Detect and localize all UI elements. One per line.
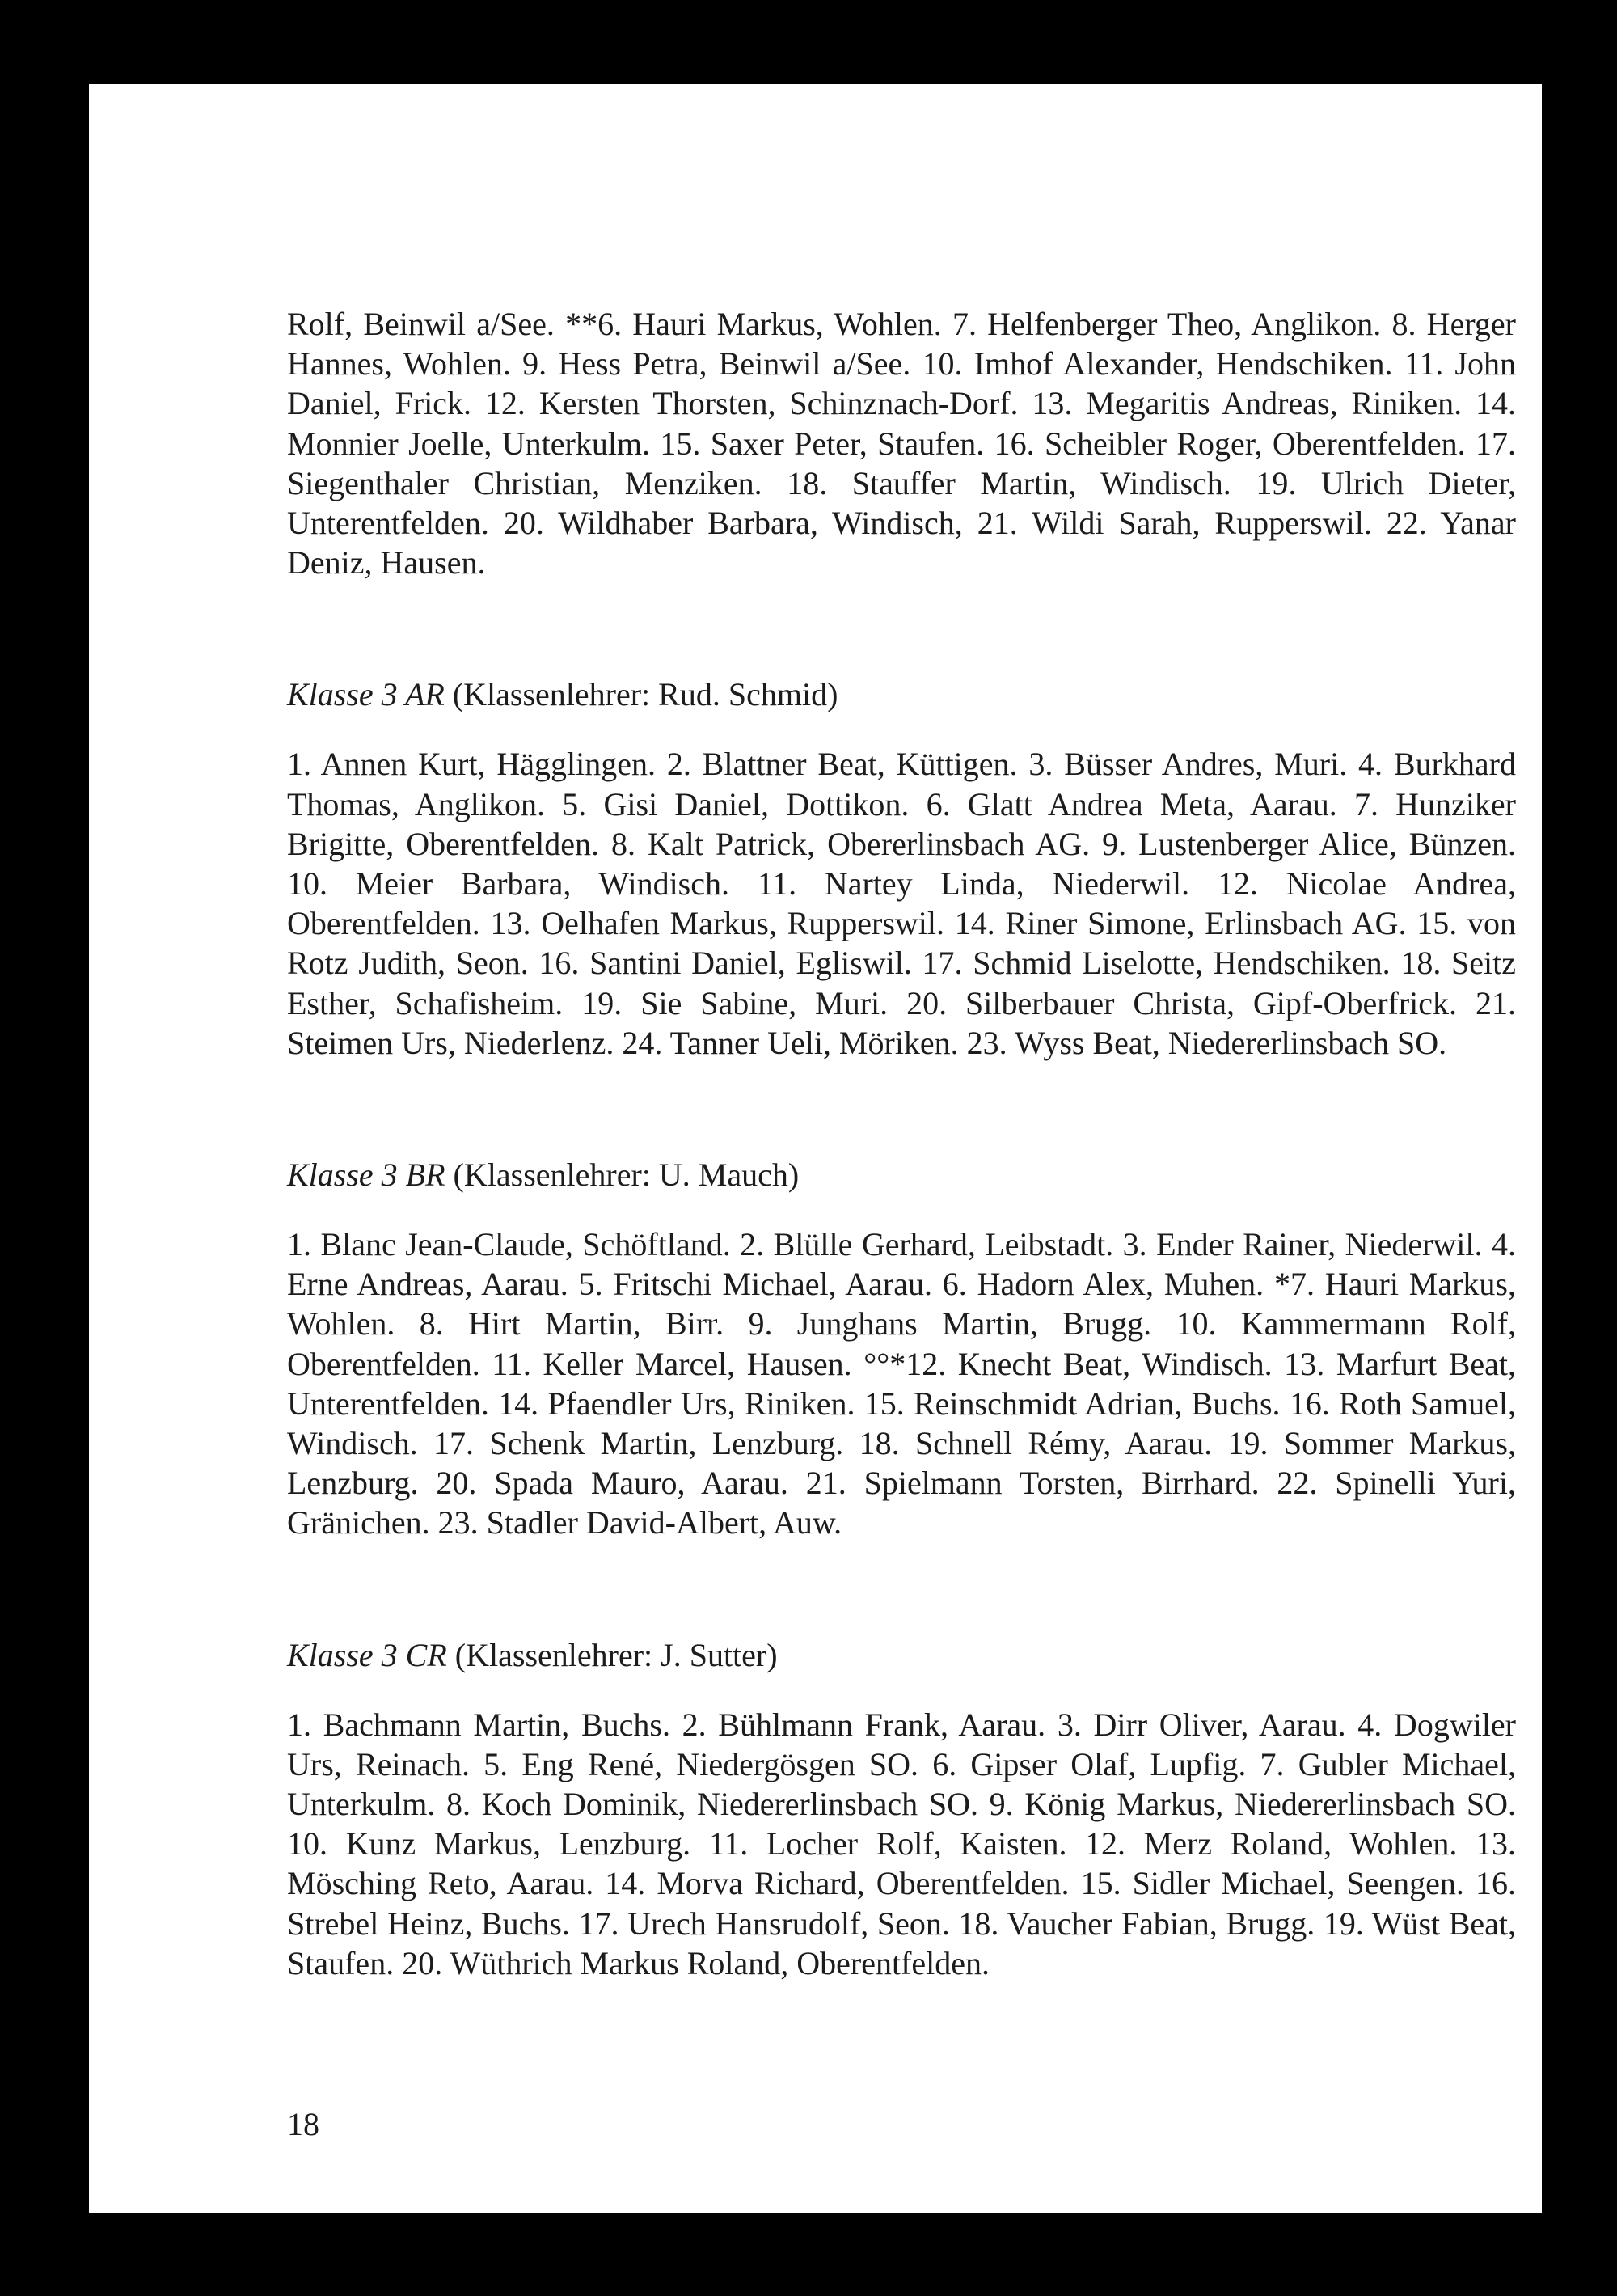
class-students-3br: 1. Blanc Jean-Claude, Schöftland. 2. Blülle Gerhard, Leibstadt. 3. Ender Rainer, Niederwil. 4. Erne Andreas, Aarau. 5. Fritschi Michael, Aarau. 6. Hadorn Alex, Muhen. *7. Hauri Markus, Wohlen. 8. Hirt Martin, Birr. 9. Junghans Martin, Brugg. 10. Kammermann Rolf, Oberentfelden. 11. Keller Marcel, Hausen. °°*12. Knecht Beat, Windisch. 13. Marfurt Beat, Unterentfelden. 14. Pfaendler Urs, Riniken. 15. Reinschmidt Adrian, Buchs. 16. Roth Samuel, Windisch. 17. Schenk Martin, Lenzburg. 18. Schnell Rémy, Aarau. 19. Sommer Markus, Lenzburg. 20. Spada Mauro, Aarau. 21. Spielmann Torsten, Birrhard. 22. Spinelli Yuri, Gränichen. 23. Stadler David-Albert, Auw.: [287, 1226, 1516, 1541]
document-page: [89, 84, 1542, 2213]
class-label-3cr: Klasse 3 CR: [287, 1636, 447, 1673]
intro-paragraph: Rolf, Beinwil a/See. **6. Hauri Markus, Wohlen. 7. Helfenberger Theo, Anglikon. 8. Herger Hannes, Wohlen. 9. Hess Petra, Beinwil a/See. 10. Imhof Alexander, Hendschiken. 11. John Daniel, Frick. 12. Kersten Thorsten, Schinznach-Dorf. 13. Megaritis Andreas, Riniken. 14. Monnier Joelle, Unterkulm. 15. Saxer Peter, Staufen. 16. Scheibler Roger, Oberentfelden. 17. Siegenthaler Christian, Menziken. 18. Stauffer Martin, Windisch. 19. Ulrich Dieter, Unterentfelden. 20. Wildhaber Barbara, Windisch, 21. Wildi Sarah, Rupperswil. 22. Yanar Deniz, Hausen.: [287, 306, 1516, 581]
page-content: [287, 304, 1516, 1983]
heading-spacer: [287, 1195, 1516, 1224]
class-teacher-3br: (Klassenlehrer: U. Mauch): [453, 1156, 800, 1194]
class-label-3br: Klasse 3 BR: [287, 1156, 445, 1194]
class-students-3cr: 1. Bachmann Martin, Buchs. 2. Bühlmann Frank, Aarau. 3. Dirr Oliver, Aarau. 4. Dogwiler Urs, Reinach. 5. Eng René, Niedergösgen SO. 6. Gipser Olaf, Lupfig. 7. Gubler Michael, Unterkulm. 8. Koch Dominik, Niedererlinsbach SO. 9. König Markus, Niedererlinsbach SO. 10. Kunz Markus, Lenzburg. 11. Locher Rolf, Kaisten. 12. Merz Roland, Wohlen. 13. Mösching Reto, Aarau. 14. Morva Richard, Oberentfelden. 15. Sidler Michael, Seengen. 16. Strebel Heinz, Buchs. 17. Urech Hansrudolf, Seon. 18. Vaucher Fabian, Brugg. 19. Wüst Beat, Staufen. 20. Wüthrich Markus Roland, Oberentfelden.: [287, 1706, 1516, 1981]
section-spacer: [287, 582, 1516, 674]
class-teacher-3ar: (Klassenlehrer: Rud. Schmid): [452, 676, 838, 713]
class-heading-3ar: [287, 674, 1516, 714]
page-number: 18: [287, 2106, 319, 2142]
section-spacer: [287, 1063, 1516, 1155]
heading-spacer: [287, 714, 1516, 744]
class-teacher-3cr: (Klassenlehrer: J. Sutter): [454, 1636, 778, 1673]
class-heading-3br: [287, 1155, 1516, 1195]
section-spacer: [287, 1543, 1516, 1635]
class-heading-3cr: [287, 1635, 1516, 1675]
heading-spacer: [287, 1675, 1516, 1705]
class-students-3ar: 1. Annen Kurt, Hägglingen. 2. Blattner Beat, Küttigen. 3. Büsser Andres, Muri. 4. Burkhard Thomas, Anglikon. 5. Gisi Daniel, Dottikon. 6. Glatt Andrea Meta, Aarau. 7. Hunziker Brigitte, Oberentfelden. 8. Kalt Patrick, Obererlinsbach AG. 9. Lustenberger Alice, Bünzen. 10. Meier Barbara, Windisch. 11. Nartey Linda, Niederwil. 12. Nicolae Andrea, Oberentfelden. 13. Oelhafen Markus, Rupperswil. 14. Riner Simone, Erlinsbach AG. 15. von Rotz Judith, Seon. 16. Santini Daniel, Egliswil. 17. Schmid Liselotte, Hendschiken. 18. Seitz Esther, Schafisheim. 19. Sie Sabine, Muri. 20. Silberbauer Christa, Gipf-Oberfrick. 21. Steimen Urs, Niederlenz. 24. Tanner Ueli, Möriken. 23. Wyss Beat, Niedererlinsbach SO.: [287, 746, 1516, 1061]
class-label-3ar: Klasse 3 AR: [287, 676, 445, 713]
